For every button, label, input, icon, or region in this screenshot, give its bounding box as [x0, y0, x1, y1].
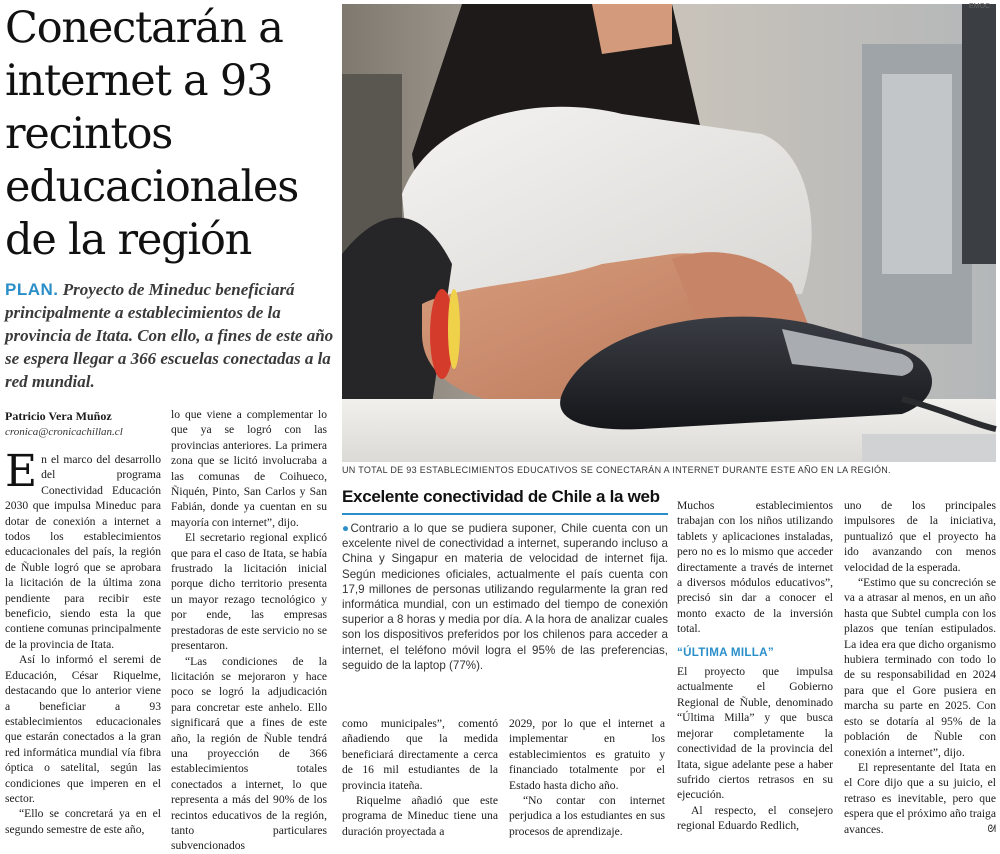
- article-paragraph: “Estimo que su concreción se va a atrasar al menos, en un año hasta que Subtel cumpla con los plazos que tenían estipulados. La idea era que dicho organismo hubiera terminado con todo lo de su responsabilidad en 2024 para que el Gore pusiera en marcha su parte en 2025. Con esto se dotaría al 95% de la población de Ñuble con conexión a internet”, dijo.: [844, 576, 996, 759]
- photo-student-mouse: [342, 4, 996, 462]
- article-paragraph: lo que viene a complementar lo que ya se logró con las provincias anteriores. La primera zona que se licitó involucraba a las comunas de Coihueco, Ñiquén, Pinto, San Carlos y San Fabián, donde ya cuentan en su mayoría con internet”, dijo.: [171, 408, 327, 529]
- article-paragraph: “Las condiciones de la licitación se mejoraron y hace poco se logró la adjudicación para concretar este anhelo. Ello significará que a fines de este año, la región de Ñuble tendrá una proyección de 366 establecimientos totales conectados a internet, lo que representa a más del 90% de los recintos educativos de la región, tanto particulares subvencionados: [171, 654, 327, 853]
- article-column-6: [844, 498, 996, 840]
- lead-text: Proyecto de Mineduc beneficiará principalmente a establecimientos de la provincia de Itata. Con ello, a fines de este año se espera llegar a 366 escuelas conectadas a la red mundial.: [5, 280, 334, 391]
- article-paragraph: Al respecto, el consejero regional Eduardo Redlich,: [677, 803, 833, 833]
- photo-illustration: [342, 4, 996, 462]
- photo-credit: EMOC: [969, 3, 990, 10]
- article-column-1: [5, 446, 161, 840]
- article-paragraph: Muchos establecimientos trabajan con los niños utilizando tablets y aplicaciones instaladas, pero no es lo mismo que acceder directamente a través de internet a diversos módulos educativos”, precisó sin dar a conocer el monto exacto de la inversión total.: [677, 499, 833, 636]
- article-column-3: [342, 716, 498, 840]
- bullet-icon: ●: [342, 522, 351, 535]
- article-column-4: [509, 716, 665, 840]
- section-subhead: “ÚLTIMA MILLA”: [677, 645, 774, 659]
- article-paragraph: En el marco del desarrollo del programa Conectividad Educación 2030 que impulsa Mineduc para dotar de conexión a internet a todos los establecimientos educacionales del país, la región de Ñuble logró que se aprobara la licitación de la última zona pendiente para recibir este beneficio, siendo esta la que contiene comunas principalmente de la provincia de Itata.: [5, 446, 161, 651]
- article-paragraph: 2029, por lo que el internet a implementar en los establecimientos es gratuito y financiado totalmente por el Estado hasta dicho año.: [509, 717, 665, 792]
- article-paragraph: El proyecto que impulsa actualmente el Gobierno Regional de Ñuble, denominado “Última Milla” y que busca mejorar completamente la conectividad de la provincia del Itata, sigue adelante pese a haber sufrido ciertos retrasos en su ejecución.: [677, 665, 833, 802]
- article-paragraph: El representante del Itata en el Core dijo que a su juicio, el retraso es inevitable, pero que espera que el próximo año traiga avances. ᘛ: [844, 760, 996, 836]
- article-paragraph: como municipales”, comentó añadiendo que la medida beneficiará directamente a cerca de 16 mil estudiantes de la provincia itateña.: [342, 717, 498, 792]
- info-box: [342, 487, 668, 705]
- author-name: Patricio Vera Muñoz: [5, 409, 112, 423]
- end-mark-icon: ᘛ: [987, 823, 996, 835]
- author-email[interactable]: cronica@cronicachillan.cl: [5, 426, 123, 438]
- byline: [5, 408, 165, 440]
- article-paragraph: uno de los principales impulsores de la iniciativa, puntualizó que el proyecto ha ido avanzando con menos velocidad de la esperada.: [844, 499, 996, 574]
- headline: Conectarán a internet a 93 recintos educacionales de la región: [5, 3, 299, 265]
- article-paragraph: Así lo informó el seremi de Educación, César Riquelme, destacando que lo anterior viene a beneficiar a 93 establecimientos educacionales que estarán conectados a la gran red informática mundial vía fibra óptica o satelital, según las condiciones que imperen en el sector.: [5, 653, 161, 805]
- lead-tag: PLAN.: [5, 280, 59, 299]
- photo-caption: UN TOTAL DE 93 ESTABLECIMIENTOS EDUCATIVOS SE CONECTARÁN A INTERNET DURANTE ESTE AÑO EN LA REGIÓN.: [342, 465, 891, 475]
- article-column-5: [677, 498, 833, 840]
- drop-cap: E: [5, 446, 38, 497]
- info-box-title: Excelente conectividad de Chile a la web: [342, 487, 668, 515]
- info-box-text: ●Contrario a lo que se pudiera suponer, Chile cuenta con un excelente nivel de conectividad a internet, superando incluso a China y Singapur en materia de velocidad de internet fija. Según mediciones oficiales, actualmente el país cuenta con 17,9 millones de personas utilizando regularmente la gran red informática mundial, con un estimado del tiempo de conexión superior a 8 horas y media por día. A la hora de analizar cuales son los dispositivos preferidos por los chilenos para acceder a internet, el teléfono móvil logra el 95% de las preferencias, seguido de la laptop (77%).: [342, 522, 668, 672]
- article-column-2: [171, 407, 327, 853]
- article-paragraph: “No contar con internet perjudica a los estudiantes en sus procesos de aprendizaje.: [509, 794, 665, 838]
- article-paragraph: El secretario regional explicó que para el caso de Itata, se había frustrado la licitación inicial porque dicho territorio presenta un mayor rezago tecnológico y por ende, las empresas prestadoras de este servicio no se presentaron.: [171, 531, 327, 653]
- article-paragraph: “Ello se concretará ya en el segundo semestre de este año,: [5, 807, 161, 836]
- article-paragraph: Riquelme añadió que este programa de Mineduc tiene una duración proyectada a: [342, 794, 498, 838]
- lead-paragraph: [5, 278, 335, 393]
